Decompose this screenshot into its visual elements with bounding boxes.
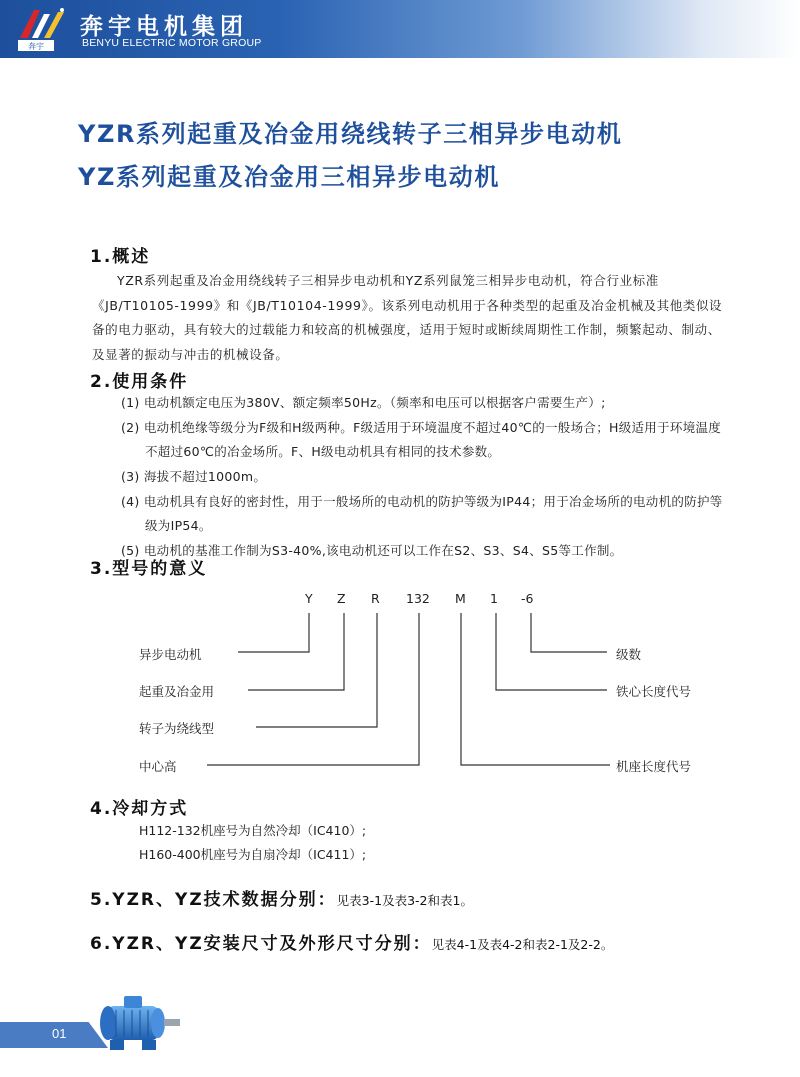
logo-caption: 奔宇 [28, 42, 44, 51]
model-label-async-motor: 异步电动机 [139, 647, 202, 662]
condition-item: (3) 海拔不超过1000m。 [121, 469, 267, 484]
section-heading-cooling: 4.冷却方式 [90, 799, 189, 819]
tech-data-heading: 5.YZR、YZ技术数据分别： [90, 890, 337, 910]
section-heading-tech-data [90, 885, 473, 910]
cooling-line: H160-400机座号为自扇冷却（IC411）; [139, 847, 367, 862]
section-heading-model: 3.型号的意义 [90, 559, 208, 579]
condition-item: (5) 电动机的基准工作制为S3-40%,该电动机还可以工作在S2、S3、S4、S5等工作制。 [121, 543, 623, 558]
page-title-yz: YZ系列起重及冶金用三相异步电动机 [78, 163, 500, 191]
dimensions-note: 见表4-1及表4-2和表2-1及2-2。 [431, 937, 614, 952]
section-heading-dimensions [90, 929, 613, 954]
model-label-poles: 级数 [616, 647, 642, 662]
cooling-line: H112-132机座号为自然冷却（IC410）; [139, 823, 367, 838]
model-code-poles: -6 [521, 591, 534, 606]
company-name-cn: 奔宇电机集团 [80, 14, 248, 40]
model-label-core-length: 铁心长度代号 [616, 684, 692, 699]
model-code-z: Z [337, 591, 346, 606]
section-heading-conditions: 2.使用条件 [90, 372, 189, 392]
model-code-y: Y [305, 591, 313, 606]
tech-data-note: 见表3-1及表3-2和表1。 [336, 893, 473, 908]
model-label-center-height: 中心高 [139, 759, 177, 774]
model-label-frame-length: 机座长度代号 [616, 759, 692, 774]
electric-motor-icon [86, 990, 186, 1060]
model-code-height: 132 [406, 591, 430, 606]
model-code-core: 1 [490, 591, 498, 606]
section-heading-overview: 1.概述 [90, 247, 151, 267]
model-code-r: R [371, 591, 380, 606]
overview-text: YZR系列起重及冶金用绕线转子三相异步电动机和YZ系列鼠笼三相异步电动机，符合行业标准《JB/T10105-1999》和《JB/T10104-1999》。该系列电动机用于各种类型的起重及冶金机械及其他类似设备的电力驱动，具有较大的过载能力和较高的机械强度，适用于短时或断续周期性工作制，频繁起动、制动、及显著的振动与冲击的机械设备。 [92, 273, 723, 362]
page-number: 01 [52, 1026, 67, 1041]
condition-item: (1) 电动机额定电压为380V、额定频率50Hz。（频率和电压可以根据客户需要生产）; [121, 395, 606, 410]
model-code-m: M [455, 591, 466, 606]
page-title-yzr: YZR系列起重及冶金用绕线转子三相异步电动机 [78, 120, 623, 148]
model-label-crane-metallurgy: 起重及冶金用 [139, 684, 215, 699]
model-label-wound-rotor: 转子为绕线型 [139, 721, 215, 736]
condition-item: (2) 电动机绝缘等级分为F级和H级两种。F级适用于环境温度不超过40℃的一般场合；H级适用于环境温度不超过60℃的冶金场所。F、H级电动机具有相同的技术参数。 [121, 420, 722, 459]
dimensions-heading: 6.YZR、YZ安装尺寸及外形尺寸分别： [90, 934, 432, 954]
company-name-en: BENYU ELECTRIC MOTOR GROUP [82, 37, 262, 49]
condition-item: (4) 电动机具有良好的密封性，用于一般场所的电动机的防护等级为IP44；用于冶金场所的电动机的防护等级为IP54。 [121, 494, 723, 533]
